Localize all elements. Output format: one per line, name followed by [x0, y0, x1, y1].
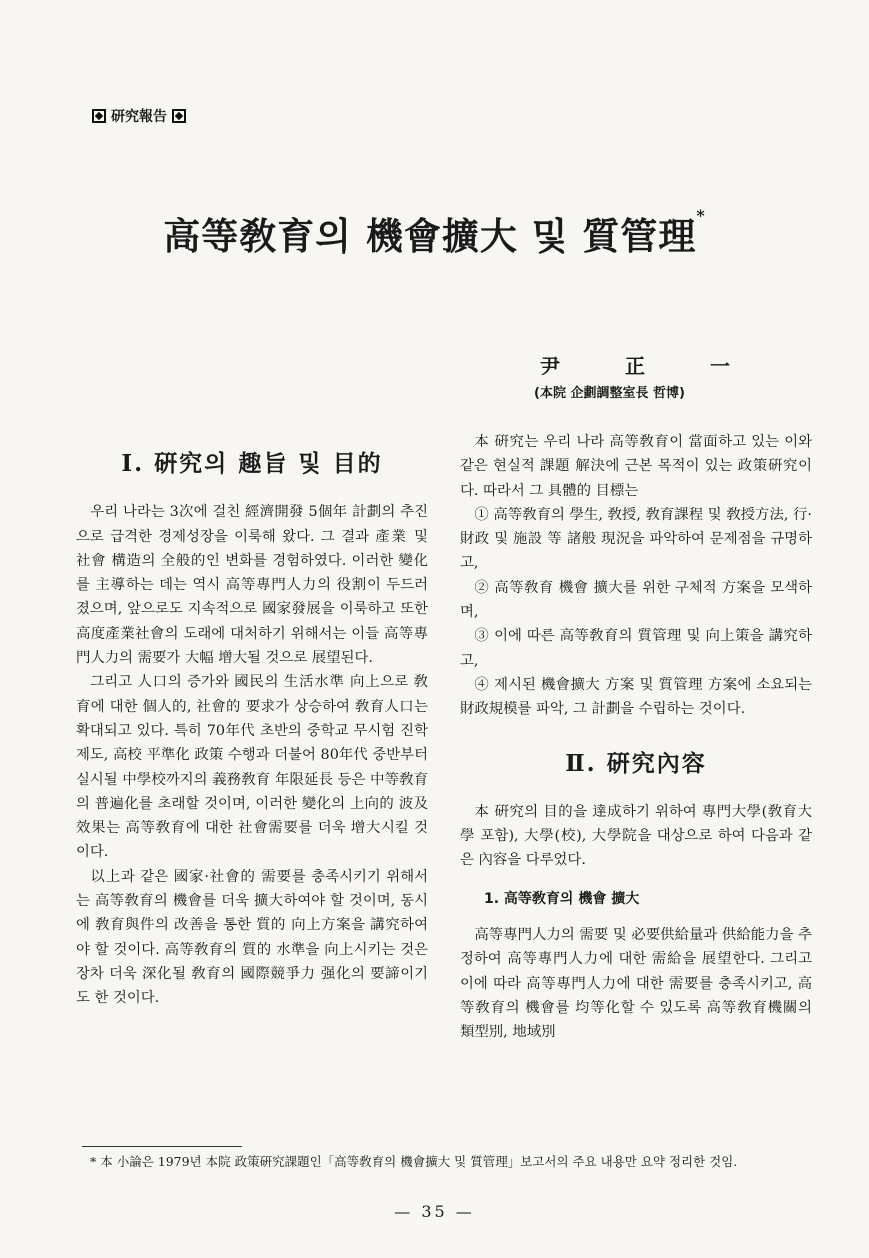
author-char-3: 一: [710, 354, 730, 378]
goal-item: ① 高等敎育의 學生, 敎授, 敎育課程 및 敎授方法, 行·財政 및 施設 等 諸般 現況을 파악하여 문제점을 규명하고,: [460, 506, 812, 572]
goal-item: ④ 제시된 機會擴大 方案 및 質管理 方案에 소요되는 財政規模를 파악, 그 計劃을 수립하는 것이다.: [460, 676, 812, 718]
section-label-text: 研究報告: [111, 109, 167, 125]
author-affiliation: (本院 企劃調整室長 哲博): [534, 386, 685, 401]
right-column: [460, 430, 812, 1045]
goal-item: ② 高等敎育 機會 擴大를 위한 구체적 方案을 모색하며,: [460, 579, 812, 621]
intro-paragraph: 本 硏究는 우리 나라 高等敎育이 當面하고 있는 이와 같은 현실적 課題 解決에 근본 목적이 있는 政策硏究이다. 따라서 그 具體的 目標는: [460, 434, 812, 499]
diamond-left-icon: [92, 109, 106, 123]
paragraph: 以上과 같은 國家·社會的 需要를 충족시키기 위해서는 高等敎育의 機會를 더욱 擴大하여야 할 것이며, 동시에 敎育與件의 改善을 통한 質的 向上方案을 講究하여야 할 것이다. 高等敎育의 質的 水準을 向上시키는 것은 장차 더욱 深化될 敎育의 國際競爭力 强化의 要諦이기도 한 것이다.: [76, 868, 428, 1007]
author-name: [540, 350, 730, 379]
sub-text: 高等專門人力의 需要 및 必要供給量과 供給能力을 추정하여 高等專門人力에 대한 需給을 展望한다. 그리고 이에 따라 高等專門人力에 대한 需要를 충족시키고, 高等敎育의 機會를 均等化할 수 있도록 高等敎育機關의 類型別, 地域別: [460, 927, 812, 1041]
author-char-2: 正: [625, 354, 645, 378]
footnote-divider: [82, 1146, 242, 1147]
paragraph: 그리고 人口의 증가와 國民의 生活水準 向上으로 敎育에 대한 個人的, 社會的 要求가 상승하여 敎育人口는 확대되고 있다. 특히 70年代 초반의 중학교 무시험 진학제도, 高校 平準化 政策 수행과 더불어 80年代 중반부터 실시될 中學校까지의 義務敎育 年限延長 등은 中等敎育의 普遍化를 초래할 것이며, 이러한 變化의 上向的 波及效果는 高等敎育에 대한 社會需要를 더욱 增大시킬 것이다.: [76, 674, 428, 861]
article-title-text: 高等敎育의 機會擴大 및 質管理: [163, 214, 697, 258]
footnote: * 本 小論은 1979년 本院 政策硏究課題인「高等敎育의 機會擴大 및 質管理」보고서의 주요 내용만 요약 정리한 것임.: [90, 1154, 738, 1169]
section-heading-1: Ⅰ. 硏究의 趣旨 및 目的: [121, 450, 383, 477]
diamond-right-icon: [172, 109, 186, 123]
left-column: [76, 430, 428, 1011]
section-heading-2: Ⅱ. 硏究內容: [565, 749, 707, 777]
content-intro: 本 硏究의 目的을 達成하기 위하여 專門大學(敎育大學 포함), 大學(校), 大學院을 대상으로 하여 다음과 같은 內容을 다루었다.: [460, 803, 812, 869]
title-footnote-mark: *: [696, 206, 706, 225]
paragraph: 우리 나라는 3次에 걸친 經濟開發 5個年 計劃의 추진으로 급격한 경제성장을 이룩해 왔다. 그 결과 產業 및 社會 構造의 全般的인 변화를 경험하였다. 이러한 變化를 主導하는 데는 역시 高等專門人力의 役割이 두드러졌으며, 앞으로도 지속적으로 國家發展을 이룩하고 또한 高度產業社會의 도래에 대처하기 위해서는 이들 高等專門人力의 需要가 大幅 增大될 것으로 展望된다.: [76, 504, 428, 667]
page-number: — 35 —: [394, 1202, 475, 1221]
article-title: [0, 206, 869, 260]
sub-heading: 1. 高等敎育의 機會 擴大: [484, 890, 640, 907]
author-char-1: 尹: [540, 354, 560, 378]
section-label: [92, 106, 186, 126]
goal-item: ③ 이에 따른 高等敎育의 質管理 및 向上策을 講究하고,: [460, 628, 812, 669]
